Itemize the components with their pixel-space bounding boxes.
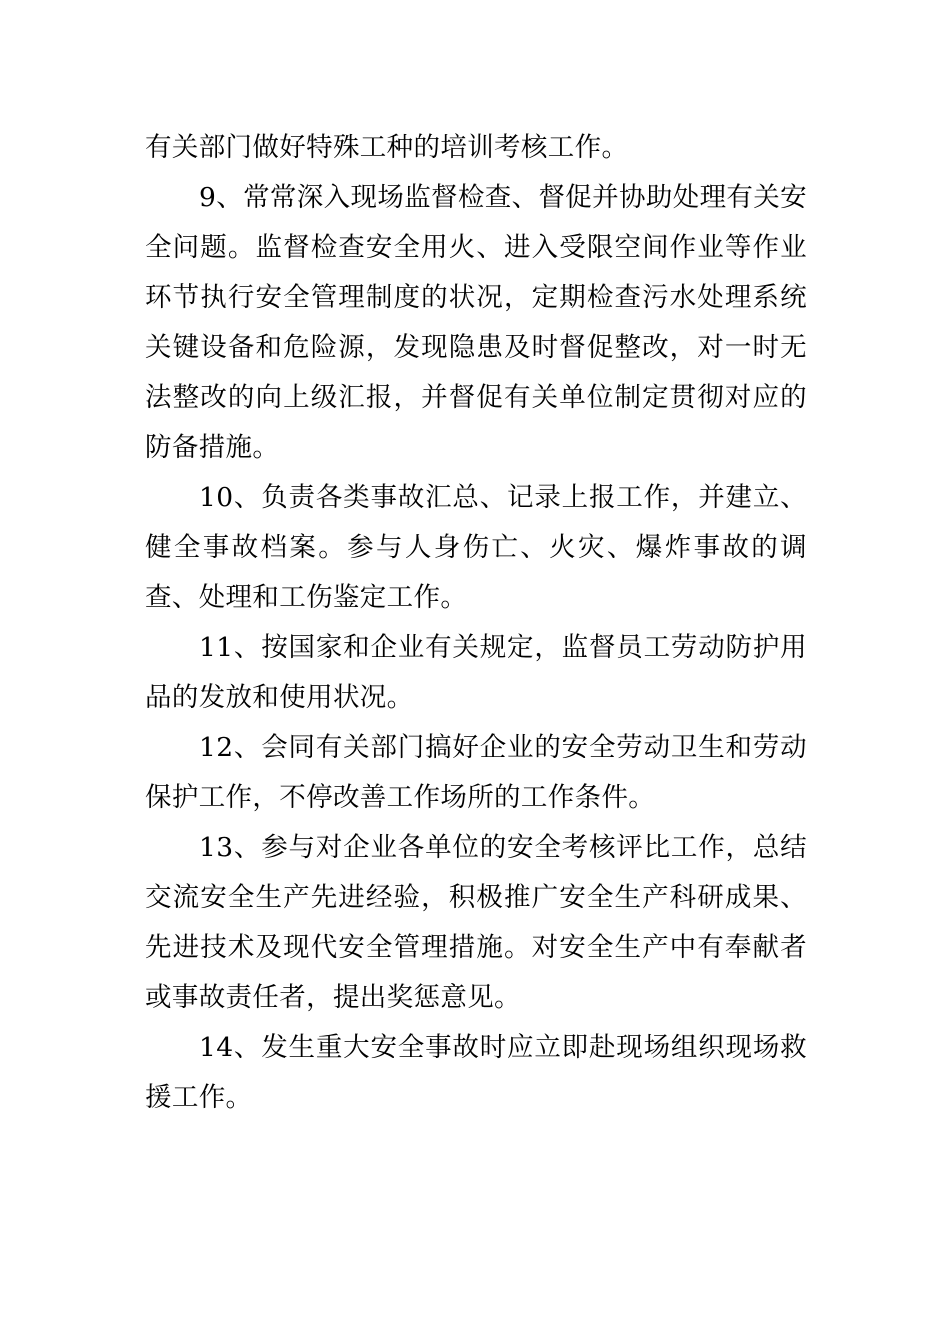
paragraph-item-13: 13、参与对企业各单位的安全考核评比工作，总结交流安全生产先进经验，积极推广安全生产科研成果、先进技术及现代安全管理措施。对安全生产中有奉献者或事故责任者，提出奖惩意见。 bbox=[145, 832, 807, 1013]
document-body bbox=[145, 123, 807, 1123]
paragraph-item-11: 11、按国家和企业有关规定，监督员工劳动防护用品的发放和使用状况。 bbox=[145, 632, 807, 713]
paragraph-continuation: 有关部门做好特殊工种的培训考核工作。 bbox=[145, 132, 629, 163]
paragraph-item-14: 14、发生重大安全事故时应立即赴现场组织现场救援工作。 bbox=[145, 1032, 807, 1113]
paragraph-item-10: 10、负责各类事故汇总、记录上报工作，并建立、健全事故档案。参与人身伤亡、火灾、爆炸事故的调查、处理和工伤鉴定工作。 bbox=[145, 482, 807, 613]
paragraph-item-9: 9、常常深入现场监督检查、督促并协助处理有关安全问题。监督检查安全用火、进入受限空间作业等作业环节执行安全管理制度的状况，定期检查污水处理系统关键设备和危险源，发现隐患及时督促整改，对一时无法整改的向上级汇报，并督促有关单位制定贯彻对应的防备措施。 bbox=[145, 182, 807, 463]
paragraph-item-12: 12、会同有关部门搞好企业的安全劳动卫生和劳动保护工作，不停改善工作场所的工作条件。 bbox=[145, 732, 807, 813]
